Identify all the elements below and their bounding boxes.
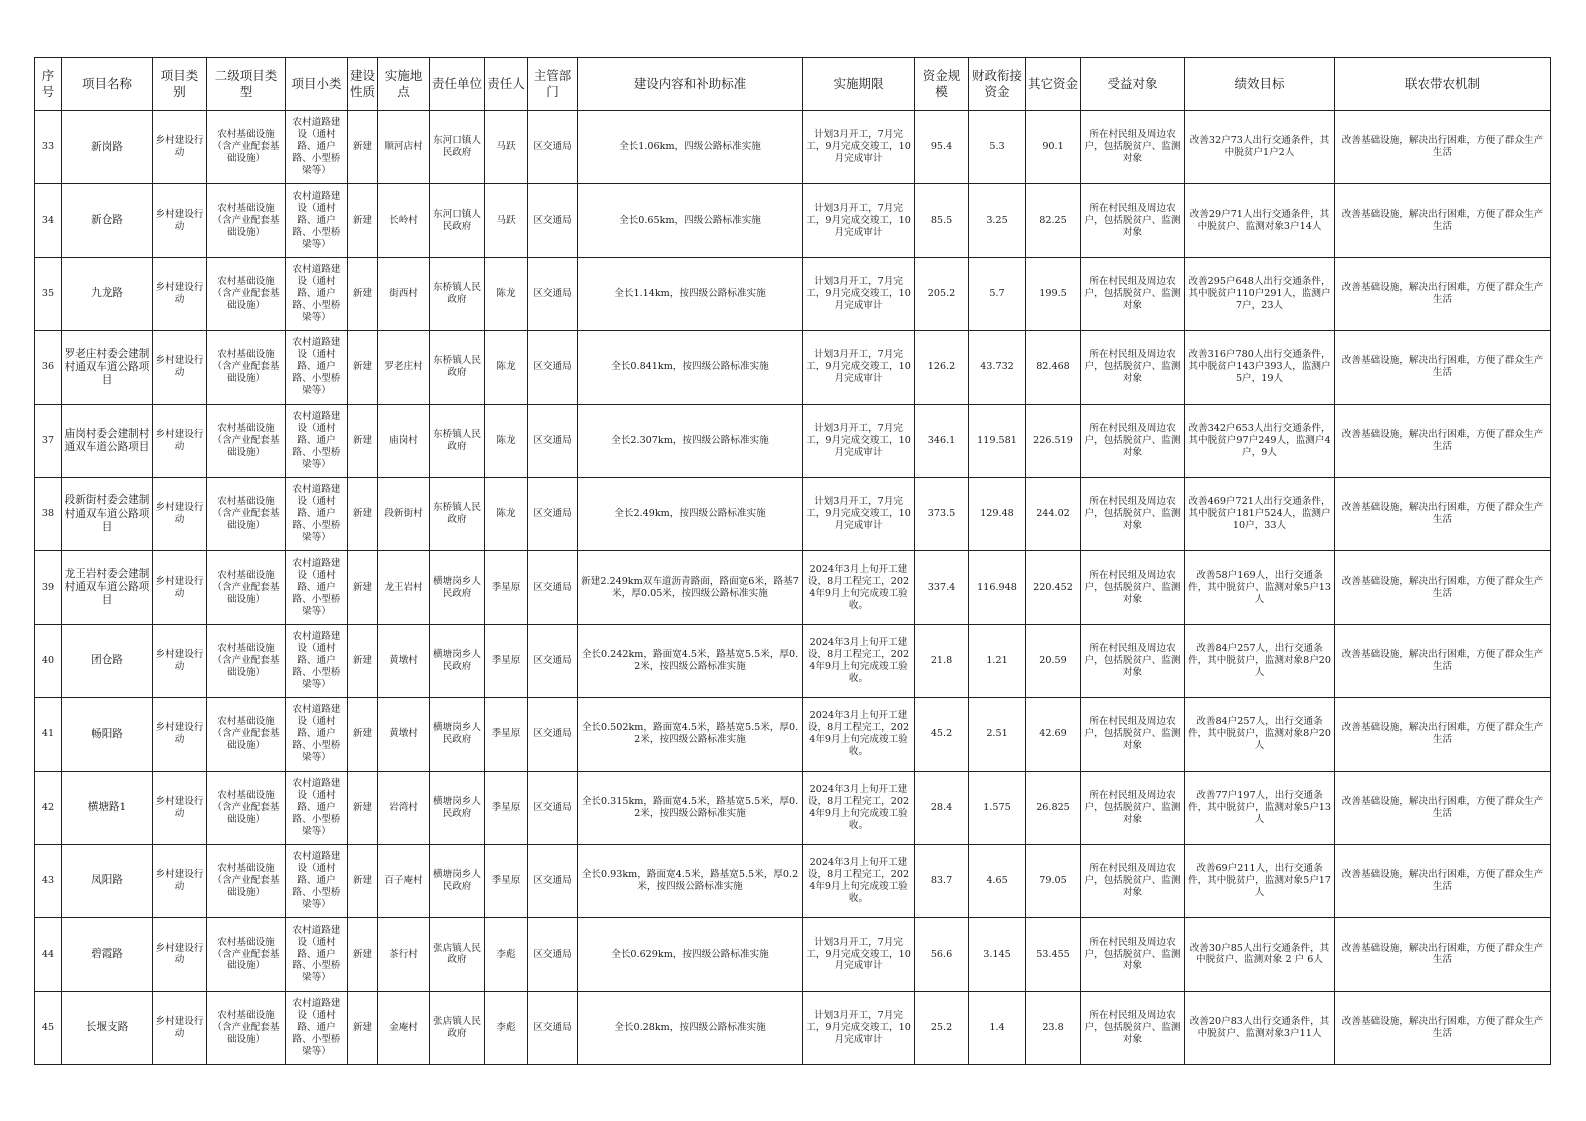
other-fund-cell: 53.455 bbox=[1026, 918, 1081, 991]
project-subclass-cell: 农村道路建设（通村路、通户路、小型桥梁等） bbox=[286, 551, 348, 624]
table-row bbox=[35, 698, 1551, 771]
row-number-cell: 38 bbox=[35, 477, 62, 550]
fund-scale-cell: 373.5 bbox=[915, 477, 969, 550]
table-row bbox=[35, 404, 1551, 477]
column-header: 项目名称 bbox=[62, 58, 153, 111]
project-name-cell: 九龙路 bbox=[62, 257, 153, 330]
farmer-linkage-mechanism-cell: 改善基础设施，解决出行困难，方便了群众生产生活 bbox=[1335, 844, 1551, 917]
project-name-cell: 罗老庄村委会建制村通双车道公路项目 bbox=[62, 331, 153, 404]
implementation-period-cell: 计划3月开工，7月完工，9月完成交竣工，10月完成审计 bbox=[803, 257, 915, 330]
implementation-period-cell: 计划3月开工，7月完工，9月完成交竣工，10月完成审计 bbox=[803, 184, 915, 257]
row-number-cell: 37 bbox=[35, 404, 62, 477]
construction-nature-cell: 新建 bbox=[348, 404, 378, 477]
supervising-department-cell: 区交通局 bbox=[528, 844, 578, 917]
implementation-location-cell: 街西村 bbox=[378, 257, 430, 330]
project-category-cell: 乡村建设行动 bbox=[153, 844, 207, 917]
project-category-cell: 乡村建设行动 bbox=[153, 991, 207, 1064]
project-subclass-cell: 农村道路建设（通村路、通户路、小型桥梁等） bbox=[286, 624, 348, 697]
project-subclass-cell: 农村道路建设（通村路、通户路、小型桥梁等） bbox=[286, 331, 348, 404]
farmer-linkage-mechanism-cell: 改善基础设施，解决出行困难，方便了群众生产生活 bbox=[1335, 918, 1551, 991]
beneficiary-cell: 所在村民组及周边农户，包括脱贫户、监测对象 bbox=[1081, 698, 1185, 771]
project-name-cell: 新岗路 bbox=[62, 111, 153, 184]
responsible-person-cell: 李彪 bbox=[485, 991, 528, 1064]
farmer-linkage-mechanism-cell: 改善基础设施，解决出行困难，方便了群众生产生活 bbox=[1335, 184, 1551, 257]
responsible-person-cell: 季星原 bbox=[485, 551, 528, 624]
project-subclass-cell: 农村道路建设（通村路、通户路、小型桥梁等） bbox=[286, 991, 348, 1064]
fund-scale-cell: 83.7 bbox=[915, 844, 969, 917]
project-subclass-cell: 农村道路建设（通村路、通户路、小型桥梁等） bbox=[286, 698, 348, 771]
implementation-location-cell: 罗老庄村 bbox=[378, 331, 430, 404]
other-fund-cell: 82.468 bbox=[1026, 331, 1081, 404]
beneficiary-cell: 所在村民组及周边农户，包括脱贫户、监测对象 bbox=[1081, 404, 1185, 477]
project-name-cell: 段新街村委会建制村通双车道公路项目 bbox=[62, 477, 153, 550]
secondary-project-type-cell: 农村基础设施（含产业配套基础设施） bbox=[207, 184, 286, 257]
column-header: 实施期限 bbox=[803, 58, 915, 111]
beneficiary-cell: 所在村民组及周边农户，包括脱贫户、监测对象 bbox=[1081, 111, 1185, 184]
construction-nature-cell: 新建 bbox=[348, 991, 378, 1064]
farmer-linkage-mechanism-cell: 改善基础设施，解决出行困难，方便了群众生产生活 bbox=[1335, 624, 1551, 697]
project-category-cell: 乡村建设行动 bbox=[153, 257, 207, 330]
construction-nature-cell: 新建 bbox=[348, 331, 378, 404]
table-body bbox=[35, 111, 1551, 1065]
project-subclass-cell: 农村道路建设（通村路、通户路、小型桥梁等） bbox=[286, 477, 348, 550]
implementation-location-cell: 顺河店村 bbox=[378, 111, 430, 184]
fund-scale-cell: 28.4 bbox=[915, 771, 969, 844]
beneficiary-cell: 所在村民组及周边农户，包括脱贫户、监测对象 bbox=[1081, 257, 1185, 330]
responsible-unit-cell: 东桥镇人民政府 bbox=[430, 477, 485, 550]
performance-target-cell: 改善69户211人，出行交通条件，其中脱贫户，监测对象5户17人 bbox=[1185, 844, 1335, 917]
fund-scale-cell: 346.1 bbox=[915, 404, 969, 477]
fund-scale-cell: 85.5 bbox=[915, 184, 969, 257]
fund-scale-cell: 25.2 bbox=[915, 991, 969, 1064]
column-header: 联农带农机制 bbox=[1335, 58, 1551, 111]
table-row bbox=[35, 331, 1551, 404]
responsible-person-cell: 陈龙 bbox=[485, 404, 528, 477]
construction-nature-cell: 新建 bbox=[348, 257, 378, 330]
implementation-location-cell: 龙王岩村 bbox=[378, 551, 430, 624]
other-fund-cell: 82.25 bbox=[1026, 184, 1081, 257]
project-name-cell: 庙岗村委会建制村通双车道公路项目 bbox=[62, 404, 153, 477]
supervising-department-cell: 区交通局 bbox=[528, 771, 578, 844]
supervising-department-cell: 区交通局 bbox=[528, 551, 578, 624]
table-row bbox=[35, 184, 1551, 257]
row-number-cell: 34 bbox=[35, 184, 62, 257]
project-category-cell: 乡村建设行动 bbox=[153, 698, 207, 771]
column-header: 二级项目类型 bbox=[207, 58, 286, 111]
project-category-cell: 乡村建设行动 bbox=[153, 551, 207, 624]
fiscal-fund-cell: 116.948 bbox=[969, 551, 1026, 624]
performance-target-cell: 改善30户85人出行交通条件，其中脱贫户、监测对象 2 户 6人 bbox=[1185, 918, 1335, 991]
table-row bbox=[35, 918, 1551, 991]
implementation-period-cell: 2024年3月上旬开工建设，8月工程完工，2024年9月上旬完成竣工验收。 bbox=[803, 844, 915, 917]
fiscal-fund-cell: 119.581 bbox=[969, 404, 1026, 477]
construction-content-cell: 全长0.242km，路面宽4.5米，路基宽5.5米，厚0.2米，按四级公路标准实施 bbox=[578, 624, 803, 697]
project-table bbox=[34, 57, 1551, 1065]
performance-target-cell: 改善316户780人出行交通条件，其中脱贫户143户393人，监测户5户，19人 bbox=[1185, 331, 1335, 404]
fund-scale-cell: 126.2 bbox=[915, 331, 969, 404]
performance-target-cell: 改善20户83人出行交通条件，其中脱贫户、监测对象3户11人 bbox=[1185, 991, 1335, 1064]
supervising-department-cell: 区交通局 bbox=[528, 991, 578, 1064]
other-fund-cell: 23.8 bbox=[1026, 991, 1081, 1064]
supervising-department-cell: 区交通局 bbox=[528, 477, 578, 550]
fiscal-fund-cell: 4.65 bbox=[969, 844, 1026, 917]
secondary-project-type-cell: 农村基础设施（含产业配套基础设施） bbox=[207, 698, 286, 771]
row-number-cell: 41 bbox=[35, 698, 62, 771]
fund-scale-cell: 95.4 bbox=[915, 111, 969, 184]
construction-content-cell: 全长0.28km，按四级公路标准实施 bbox=[578, 991, 803, 1064]
fund-scale-cell: 45.2 bbox=[915, 698, 969, 771]
fiscal-fund-cell: 2.51 bbox=[969, 698, 1026, 771]
construction-nature-cell: 新建 bbox=[348, 844, 378, 917]
responsible-unit-cell: 横塘岗乡人民政府 bbox=[430, 844, 485, 917]
supervising-department-cell: 区交通局 bbox=[528, 918, 578, 991]
supervising-department-cell: 区交通局 bbox=[528, 624, 578, 697]
fund-scale-cell: 205.2 bbox=[915, 257, 969, 330]
construction-content-cell: 新建2.249km双车道沥青路面，路面宽6米，路基7米，厚0.05米，按四级公路标准实施 bbox=[578, 551, 803, 624]
project-name-cell: 新仓路 bbox=[62, 184, 153, 257]
project-subclass-cell: 农村道路建设（通村路、通户路、小型桥梁等） bbox=[286, 111, 348, 184]
implementation-period-cell: 计划3月开工，7月完工，9月完成交竣工，10月完成审计 bbox=[803, 111, 915, 184]
project-subclass-cell: 农村道路建设（通村路、通户路、小型桥梁等） bbox=[286, 184, 348, 257]
project-subclass-cell: 农村道路建设（通村路、通户路、小型桥梁等） bbox=[286, 257, 348, 330]
row-number-cell: 42 bbox=[35, 771, 62, 844]
secondary-project-type-cell: 农村基础设施（含产业配套基础设施） bbox=[207, 551, 286, 624]
column-header: 其它资金 bbox=[1026, 58, 1081, 111]
construction-content-cell: 全长0.315km，路面宽4.5米，路基宽5.5米，厚0.2米，按四级公路标准实施 bbox=[578, 771, 803, 844]
responsible-unit-cell: 东河口镇人民政府 bbox=[430, 111, 485, 184]
fund-scale-cell: 56.6 bbox=[915, 918, 969, 991]
row-number-cell: 44 bbox=[35, 918, 62, 991]
implementation-period-cell: 2024年3月上旬开工建设，8月工程完工，2024年9月上旬完成竣工验收。 bbox=[803, 624, 915, 697]
secondary-project-type-cell: 农村基础设施（含产业配套基础设施） bbox=[207, 331, 286, 404]
column-header: 建设内容和补助标准 bbox=[578, 58, 803, 111]
fiscal-fund-cell: 5.7 bbox=[969, 257, 1026, 330]
construction-nature-cell: 新建 bbox=[348, 624, 378, 697]
farmer-linkage-mechanism-cell: 改善基础设施，解决出行困难，方便了群众生产生活 bbox=[1335, 771, 1551, 844]
construction-nature-cell: 新建 bbox=[348, 918, 378, 991]
other-fund-cell: 20.59 bbox=[1026, 624, 1081, 697]
implementation-location-cell: 长岭村 bbox=[378, 184, 430, 257]
performance-target-cell: 改善29户71人出行交通条件，其中脱贫户、监测对象3户14人 bbox=[1185, 184, 1335, 257]
project-table-sheet bbox=[34, 57, 1550, 1081]
project-name-cell: 横塘路1 bbox=[62, 771, 153, 844]
supervising-department-cell: 区交通局 bbox=[528, 111, 578, 184]
beneficiary-cell: 所在村民组及周边农户，包括脱贫户、监测对象 bbox=[1081, 551, 1185, 624]
performance-target-cell: 改善58户169人，出行交通条件，其中脱贫户、监测对象5户13人 bbox=[1185, 551, 1335, 624]
column-header: 序号 bbox=[35, 58, 62, 111]
implementation-location-cell: 金庵村 bbox=[378, 991, 430, 1064]
column-header: 资金规模 bbox=[915, 58, 969, 111]
construction-nature-cell: 新建 bbox=[348, 477, 378, 550]
table-row bbox=[35, 991, 1551, 1064]
performance-target-cell: 改善77户197人，出行交通条件，其中脱贫户，监测对象5户13人 bbox=[1185, 771, 1335, 844]
fiscal-fund-cell: 1.21 bbox=[969, 624, 1026, 697]
responsible-unit-cell: 东桥镇人民政府 bbox=[430, 404, 485, 477]
project-category-cell: 乡村建设行动 bbox=[153, 624, 207, 697]
farmer-linkage-mechanism-cell: 改善基础设施，解决出行困难，方便了群众生产生活 bbox=[1335, 331, 1551, 404]
project-category-cell: 乡村建设行动 bbox=[153, 111, 207, 184]
table-row bbox=[35, 624, 1551, 697]
secondary-project-type-cell: 农村基础设施（含产业配套基础设施） bbox=[207, 918, 286, 991]
responsible-person-cell: 季星原 bbox=[485, 698, 528, 771]
implementation-period-cell: 计划3月开工，7月完工，9月完成交竣工，10月完成审计 bbox=[803, 477, 915, 550]
responsible-unit-cell: 横塘岗乡人民政府 bbox=[430, 771, 485, 844]
table-header-row bbox=[35, 58, 1551, 111]
farmer-linkage-mechanism-cell: 改善基础设施，解决出行困难，方便了群众生产生活 bbox=[1335, 404, 1551, 477]
project-name-cell: 凤阳路 bbox=[62, 844, 153, 917]
project-name-cell: 畅阳路 bbox=[62, 698, 153, 771]
supervising-department-cell: 区交通局 bbox=[528, 698, 578, 771]
construction-nature-cell: 新建 bbox=[348, 771, 378, 844]
column-header: 受益对象 bbox=[1081, 58, 1185, 111]
construction-nature-cell: 新建 bbox=[348, 698, 378, 771]
responsible-unit-cell: 张店镇人民政府 bbox=[430, 918, 485, 991]
other-fund-cell: 244.02 bbox=[1026, 477, 1081, 550]
row-number-cell: 35 bbox=[35, 257, 62, 330]
responsible-person-cell: 马跃 bbox=[485, 111, 528, 184]
other-fund-cell: 42.69 bbox=[1026, 698, 1081, 771]
secondary-project-type-cell: 农村基础设施（含产业配套基础设施） bbox=[207, 844, 286, 917]
responsible-unit-cell: 东河口镇人民政府 bbox=[430, 184, 485, 257]
responsible-person-cell: 陈龙 bbox=[485, 477, 528, 550]
fiscal-fund-cell: 3.145 bbox=[969, 918, 1026, 991]
fiscal-fund-cell: 43.732 bbox=[969, 331, 1026, 404]
implementation-location-cell: 岩湾村 bbox=[378, 771, 430, 844]
implementation-period-cell: 计划3月开工，7月完工，9月完成交竣工，10月完成审计 bbox=[803, 404, 915, 477]
fund-scale-cell: 21.8 bbox=[915, 624, 969, 697]
beneficiary-cell: 所在村民组及周边农户，包括脱贫户、监测对象 bbox=[1081, 918, 1185, 991]
column-header: 财政衔接资金 bbox=[969, 58, 1026, 111]
row-number-cell: 45 bbox=[35, 991, 62, 1064]
table-row bbox=[35, 844, 1551, 917]
farmer-linkage-mechanism-cell: 改善基础设施，解决出行困难，方便了群众生产生活 bbox=[1335, 477, 1551, 550]
farmer-linkage-mechanism-cell: 改善基础设施，解决出行困难，方便了群众生产生活 bbox=[1335, 257, 1551, 330]
table-row bbox=[35, 771, 1551, 844]
implementation-period-cell: 计划3月开工，7月完工，9月完成交竣工，10月完成审计 bbox=[803, 918, 915, 991]
construction-content-cell: 全长1.06km，四级公路标准实施 bbox=[578, 111, 803, 184]
responsible-unit-cell: 横塘岗乡人民政府 bbox=[430, 698, 485, 771]
secondary-project-type-cell: 农村基础设施（含产业配套基础设施） bbox=[207, 477, 286, 550]
secondary-project-type-cell: 农村基础设施（含产业配套基础设施） bbox=[207, 624, 286, 697]
responsible-unit-cell: 横塘岗乡人民政府 bbox=[430, 551, 485, 624]
performance-target-cell: 改善32户73人出行交通条件，其中脱贫户1户2人 bbox=[1185, 111, 1335, 184]
implementation-period-cell: 2024年3月上旬开工建设，8月工程完工，2024年9月上旬完成竣工验收。 bbox=[803, 551, 915, 624]
other-fund-cell: 90.1 bbox=[1026, 111, 1081, 184]
responsible-person-cell: 马跃 bbox=[485, 184, 528, 257]
responsible-unit-cell: 东桥镇人民政府 bbox=[430, 331, 485, 404]
project-name-cell: 龙王岩村委会建制村通双车道公路项目 bbox=[62, 551, 153, 624]
table-row bbox=[35, 551, 1551, 624]
fund-scale-cell: 337.4 bbox=[915, 551, 969, 624]
table-row bbox=[35, 477, 1551, 550]
fiscal-fund-cell: 1.4 bbox=[969, 991, 1026, 1064]
performance-target-cell: 改善469户721人出行交通条件，其中脱贫户181户524人，监测户10户，33人 bbox=[1185, 477, 1335, 550]
implementation-period-cell: 计划3月开工，7月完工，9月完成交竣工，10月完成审计 bbox=[803, 991, 915, 1064]
project-name-cell: 长堰支路 bbox=[62, 991, 153, 1064]
implementation-period-cell: 2024年3月上旬开工建设，8月工程完工，2024年9月上旬完成竣工验收。 bbox=[803, 771, 915, 844]
row-number-cell: 39 bbox=[35, 551, 62, 624]
beneficiary-cell: 所在村民组及周边农户，包括脱贫户、监测对象 bbox=[1081, 184, 1185, 257]
construction-content-cell: 全长0.629km，按四级公路标准实施 bbox=[578, 918, 803, 991]
responsible-unit-cell: 东桥镇人民政府 bbox=[430, 257, 485, 330]
construction-content-cell: 全长2.49km，按四级公路标准实施 bbox=[578, 477, 803, 550]
project-category-cell: 乡村建设行动 bbox=[153, 918, 207, 991]
construction-nature-cell: 新建 bbox=[348, 551, 378, 624]
project-category-cell: 乡村建设行动 bbox=[153, 184, 207, 257]
performance-target-cell: 改善84户257人，出行交通条件，其中脱贫户，监测对象8户20人 bbox=[1185, 698, 1335, 771]
beneficiary-cell: 所在村民组及周边农户，包括脱贫户、监测对象 bbox=[1081, 331, 1185, 404]
project-name-cell: 碧霞路 bbox=[62, 918, 153, 991]
project-category-cell: 乡村建设行动 bbox=[153, 771, 207, 844]
table-row bbox=[35, 111, 1551, 184]
farmer-linkage-mechanism-cell: 改善基础设施，解决出行困难，方便了群众生产生活 bbox=[1335, 551, 1551, 624]
responsible-person-cell: 季星原 bbox=[485, 844, 528, 917]
row-number-cell: 43 bbox=[35, 844, 62, 917]
responsible-person-cell: 陈龙 bbox=[485, 257, 528, 330]
row-number-cell: 36 bbox=[35, 331, 62, 404]
secondary-project-type-cell: 农村基础设施（含产业配套基础设施） bbox=[207, 771, 286, 844]
row-number-cell: 33 bbox=[35, 111, 62, 184]
farmer-linkage-mechanism-cell: 改善基础设施，解决出行困难，方便了群众生产生活 bbox=[1335, 991, 1551, 1064]
implementation-period-cell: 2024年3月上旬开工建设，8月工程完工，2024年9月上旬完成竣工验收。 bbox=[803, 698, 915, 771]
column-header: 建设性质 bbox=[348, 58, 378, 111]
secondary-project-type-cell: 农村基础设施（含产业配套基础设施） bbox=[207, 991, 286, 1064]
supervising-department-cell: 区交通局 bbox=[528, 404, 578, 477]
implementation-location-cell: 庙岗村 bbox=[378, 404, 430, 477]
implementation-location-cell: 段新街村 bbox=[378, 477, 430, 550]
implementation-location-cell: 黄墩村 bbox=[378, 624, 430, 697]
farmer-linkage-mechanism-cell: 改善基础设施，解决出行困难，方便了群众生产生活 bbox=[1335, 111, 1551, 184]
construction-content-cell: 全长0.841km，按四级公路标准实施 bbox=[578, 331, 803, 404]
construction-content-cell: 全长2.307km，按四级公路标准实施 bbox=[578, 404, 803, 477]
implementation-location-cell: 百子庵村 bbox=[378, 844, 430, 917]
responsible-person-cell: 季星原 bbox=[485, 771, 528, 844]
supervising-department-cell: 区交通局 bbox=[528, 331, 578, 404]
project-subclass-cell: 农村道路建设（通村路、通户路、小型桥梁等） bbox=[286, 771, 348, 844]
performance-target-cell: 改善295户648人出行交通条件，其中脱贫户110户291人，监测户7户，23人 bbox=[1185, 257, 1335, 330]
construction-content-cell: 全长1.14km，按四级公路标准实施 bbox=[578, 257, 803, 330]
supervising-department-cell: 区交通局 bbox=[528, 184, 578, 257]
fiscal-fund-cell: 1.575 bbox=[969, 771, 1026, 844]
project-subclass-cell: 农村道路建设（通村路、通户路、小型桥梁等） bbox=[286, 844, 348, 917]
responsible-unit-cell: 横塘岗乡人民政府 bbox=[430, 624, 485, 697]
column-header: 责任单位 bbox=[430, 58, 485, 111]
construction-content-cell: 全长0.65km，四级公路标准实施 bbox=[578, 184, 803, 257]
column-header: 实施地点 bbox=[378, 58, 430, 111]
supervising-department-cell: 区交通局 bbox=[528, 257, 578, 330]
other-fund-cell: 220.452 bbox=[1026, 551, 1081, 624]
performance-target-cell: 改善342户653人出行交通条件，其中脱贫户97户249人，监测户4户，9人 bbox=[1185, 404, 1335, 477]
implementation-location-cell: 茶行村 bbox=[378, 918, 430, 991]
column-header: 主管部门 bbox=[528, 58, 578, 111]
project-name-cell: 团仓路 bbox=[62, 624, 153, 697]
responsible-person-cell: 季星原 bbox=[485, 624, 528, 697]
fiscal-fund-cell: 129.48 bbox=[969, 477, 1026, 550]
project-category-cell: 乡村建设行动 bbox=[153, 331, 207, 404]
responsible-unit-cell: 张店镇人民政府 bbox=[430, 991, 485, 1064]
table-row bbox=[35, 257, 1551, 330]
beneficiary-cell: 所在村民组及周边农户，包括脱贫户、监测对象 bbox=[1081, 624, 1185, 697]
other-fund-cell: 199.5 bbox=[1026, 257, 1081, 330]
other-fund-cell: 79.05 bbox=[1026, 844, 1081, 917]
column-header: 绩效目标 bbox=[1185, 58, 1335, 111]
construction-nature-cell: 新建 bbox=[348, 111, 378, 184]
fiscal-fund-cell: 5.3 bbox=[969, 111, 1026, 184]
fiscal-fund-cell: 3.25 bbox=[969, 184, 1026, 257]
row-number-cell: 40 bbox=[35, 624, 62, 697]
responsible-person-cell: 李彪 bbox=[485, 918, 528, 991]
implementation-location-cell: 黄墩村 bbox=[378, 698, 430, 771]
column-header: 项目类别 bbox=[153, 58, 207, 111]
implementation-period-cell: 计划3月开工，7月完工，9月完成交竣工，10月完成审计 bbox=[803, 331, 915, 404]
farmer-linkage-mechanism-cell: 改善基础设施，解决出行困难，方便了群众生产生活 bbox=[1335, 698, 1551, 771]
project-subclass-cell: 农村道路建设（通村路、通户路、小型桥梁等） bbox=[286, 918, 348, 991]
other-fund-cell: 26.825 bbox=[1026, 771, 1081, 844]
beneficiary-cell: 所在村民组及周边农户，包括脱贫户、监测对象 bbox=[1081, 477, 1185, 550]
secondary-project-type-cell: 农村基础设施（含产业配套基础设施） bbox=[207, 257, 286, 330]
project-subclass-cell: 农村道路建设（通村路、通户路、小型桥梁等） bbox=[286, 404, 348, 477]
secondary-project-type-cell: 农村基础设施（含产业配套基础设施） bbox=[207, 111, 286, 184]
beneficiary-cell: 所在村民组及周边农户，包括脱贫户、监测对象 bbox=[1081, 771, 1185, 844]
other-fund-cell: 226.519 bbox=[1026, 404, 1081, 477]
project-category-cell: 乡村建设行动 bbox=[153, 477, 207, 550]
beneficiary-cell: 所在村民组及周边农户，包括脱贫户、监测对象 bbox=[1081, 844, 1185, 917]
column-header: 责任人 bbox=[485, 58, 528, 111]
construction-content-cell: 全长0.502km，路面宽4.5米，路基宽5.5米，厚0.2米，按四级公路标准实施 bbox=[578, 698, 803, 771]
column-header: 项目小类 bbox=[286, 58, 348, 111]
beneficiary-cell: 所在村民组及周边农户，包括脱贫户、监测对象 bbox=[1081, 991, 1185, 1064]
project-category-cell: 乡村建设行动 bbox=[153, 404, 207, 477]
secondary-project-type-cell: 农村基础设施（含产业配套基础设施） bbox=[207, 404, 286, 477]
construction-nature-cell: 新建 bbox=[348, 184, 378, 257]
performance-target-cell: 改善84户257人，出行交通条件，其中脱贫户，监测对象8户20人 bbox=[1185, 624, 1335, 697]
responsible-person-cell: 陈龙 bbox=[485, 331, 528, 404]
construction-content-cell: 全长0.93km，路面宽4.5米，路基宽5.5米，厚0.2米，按四级公路标准实施 bbox=[578, 844, 803, 917]
